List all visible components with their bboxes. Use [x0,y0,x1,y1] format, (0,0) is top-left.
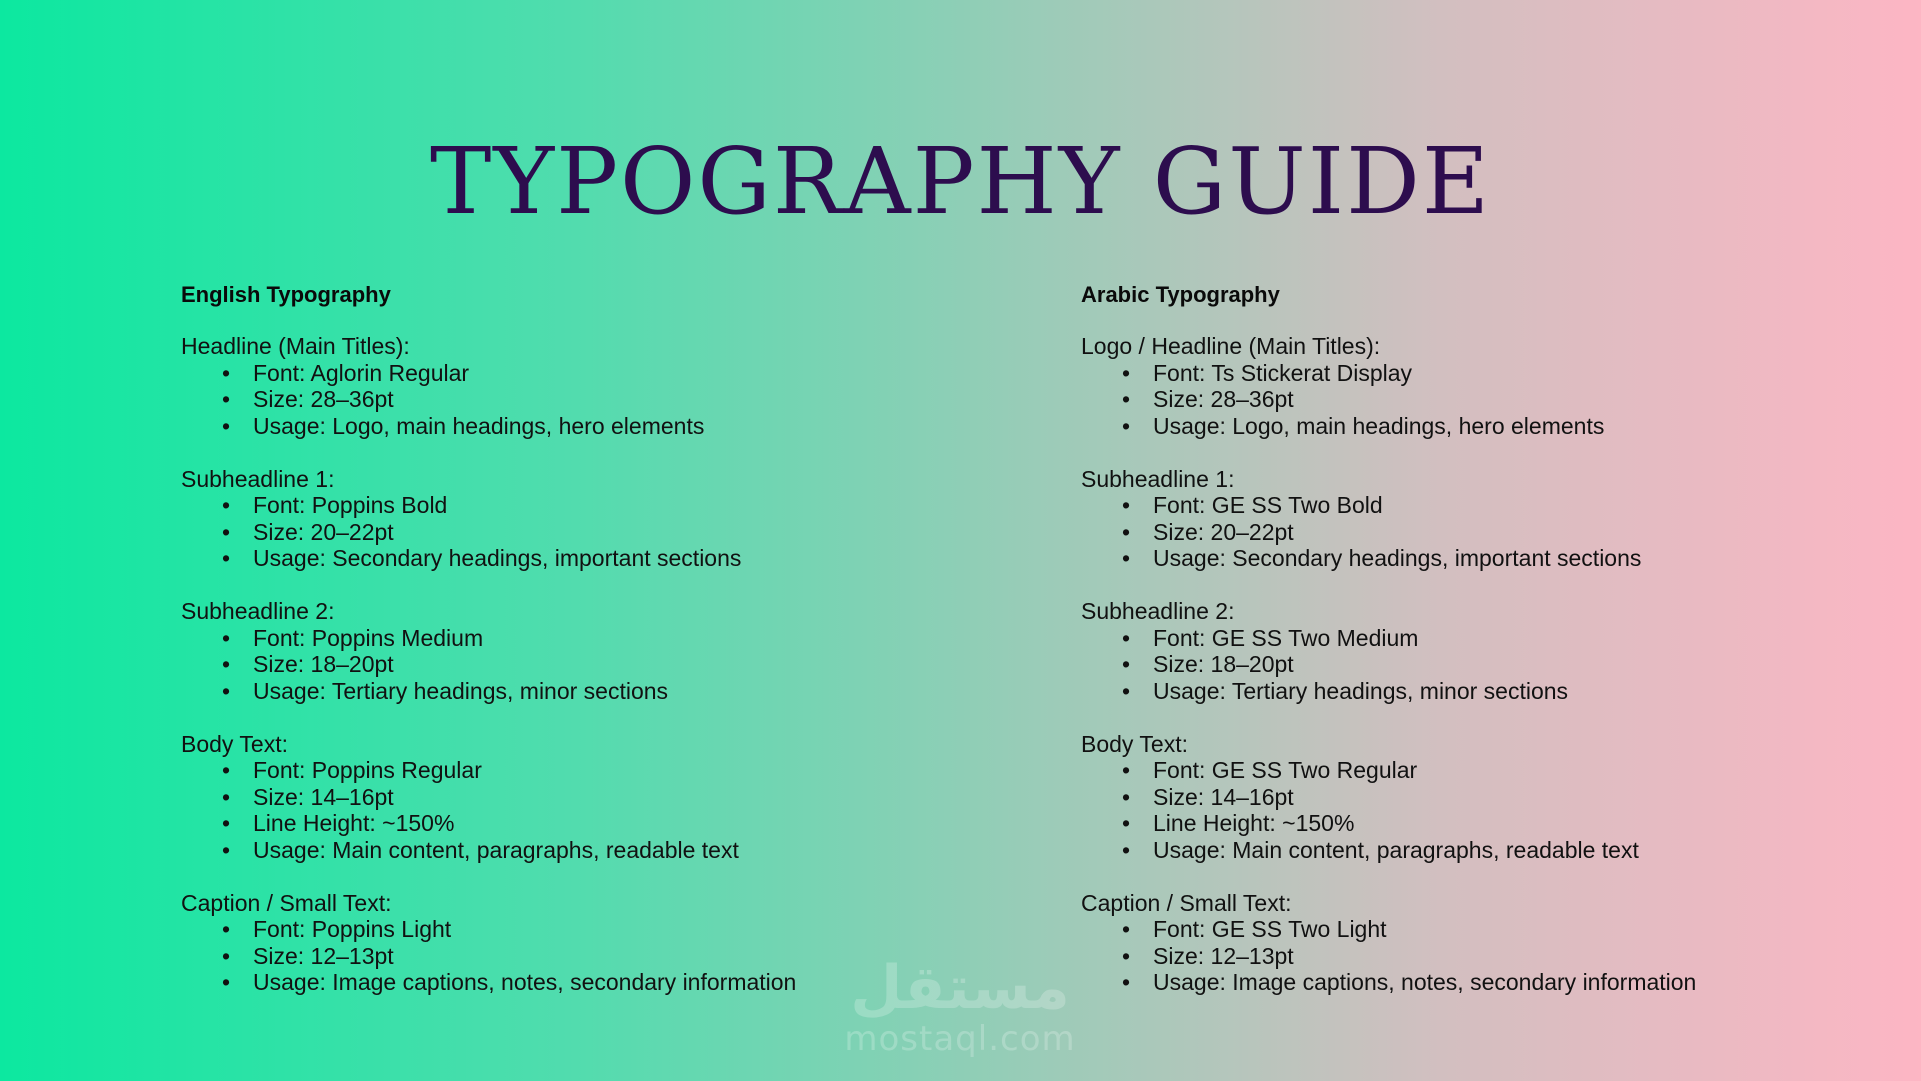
bullet-icon: • [221,492,231,518]
spec-item-text: Usage: Image captions, notes, secondary information [253,969,797,995]
spec-item-text: Size: 12–13pt [253,942,394,969]
spec-list [1081,916,1841,996]
typography-section [181,333,941,439]
spec-item-text: Usage: Image captions, notes, secondary information [1153,969,1697,995]
spec-item-text: Font: GE SS Two Regular [1153,757,1418,783]
spec-item [1081,386,1841,413]
bullet-icon: • [1121,836,1131,863]
typography-section [181,890,941,996]
bullet-icon: • [221,810,231,836]
spec-item [1081,651,1841,678]
spec-item-text: Line Height: ~150% [1153,810,1355,836]
spec-item [181,916,941,943]
bullet-icon: • [221,386,231,412]
bullet-icon: • [221,677,231,704]
spec-item [181,757,941,784]
spec-item [181,678,941,705]
spec-item-text: Font: Ts Stickerat Display [1153,359,1413,386]
bullet-icon: • [1121,386,1131,412]
spec-item [181,413,941,440]
section-label: Headline (Main Titles): [181,333,410,359]
spec-item [1081,678,1841,705]
bullet-icon: • [1121,359,1131,386]
bullet-icon: • [221,651,231,677]
spec-item-text: Usage: Tertiary headings, minor sections [253,677,669,704]
section-label: Subheadline 1: [181,465,335,492]
bullet-icon: • [1121,624,1131,651]
spec-item [181,545,941,572]
spec-item [1081,519,1841,546]
spec-item [181,625,941,652]
bullet-icon: • [221,916,231,942]
bullet-icon: • [1121,518,1131,545]
bullet-icon: • [1121,412,1131,439]
section-label: Caption / Small Text: [1081,889,1292,916]
bullet-icon: • [1121,783,1131,810]
section-label: Subheadline 2: [1081,598,1235,624]
spec-item [1081,916,1841,943]
spec-item [181,969,941,996]
bullet-icon: • [221,624,231,651]
section-label: Subheadline 1: [1081,465,1235,492]
spec-item-text: Usage: Tertiary headings, minor sections [1153,677,1569,704]
typography-section [1081,598,1841,704]
bullet-icon: • [1121,651,1131,677]
spec-item [181,492,941,519]
section-label: Body Text: [1081,730,1188,757]
spec-item [1081,757,1841,784]
bullet-icon: • [1121,492,1131,518]
spec-item [181,943,941,970]
spec-item-text: Size: 20–22pt [1153,518,1294,545]
spec-item-text: Size: 28–36pt [253,386,394,412]
spec-item-text: Size: 28–36pt [1153,386,1294,412]
spec-item-text: Size: 14–16pt [253,783,394,810]
section-label: Subheadline 2: [181,598,335,624]
spec-list [181,625,941,705]
spec-item-text: Size: 14–16pt [1153,783,1294,810]
spec-item-text: Usage: Logo, main headings, hero elements [253,412,705,439]
spec-item-text: Usage: Main content, paragraphs, readable text [253,836,739,863]
spec-item [1081,837,1841,864]
bullet-icon: • [1121,545,1131,571]
typography-section [181,466,941,572]
spec-item-text: Font: GE SS Two Bold [1153,492,1383,518]
bullet-icon: • [221,757,231,783]
section-label: Body Text: [181,730,288,757]
spec-item [1081,625,1841,652]
typography-section [181,731,941,864]
bullet-icon: • [1121,916,1131,942]
spec-item [1081,360,1841,387]
spec-list [1081,492,1841,572]
spec-list [1081,360,1841,440]
spec-item-text: Font: GE SS Two Light [1153,916,1387,942]
spec-item-text: Font: Poppins Light [253,916,452,942]
bullet-icon: • [221,969,231,995]
spec-item [181,360,941,387]
bullet-icon: • [1121,810,1131,836]
spec-item-text: Line Height: ~150% [253,810,455,836]
spec-item [181,784,941,811]
spec-item-text: Usage: Logo, main headings, hero elements [1153,412,1605,439]
bullet-icon: • [221,412,231,439]
spec-item [181,810,941,837]
bullet-icon: • [221,783,231,810]
spec-list [181,360,941,440]
page-title: TYPOGRAPHY GUIDE [429,128,1492,235]
spec-item [1081,545,1841,572]
bullet-icon: • [221,359,231,386]
spec-item [1081,969,1841,996]
spec-item [1081,784,1841,811]
typography-section [1081,731,1841,864]
spec-item [181,837,941,864]
spec-item [181,651,941,678]
spec-item-text: Usage: Secondary headings, important sections [1153,545,1642,571]
spec-item-text: Usage: Secondary headings, important sections [253,545,742,571]
spec-item [1081,413,1841,440]
spec-list [181,492,941,572]
spec-item-text: Font: Aglorin Regular [253,359,470,386]
section-label: Caption / Small Text: [181,889,392,916]
spec-item [181,386,941,413]
spec-list [181,916,941,996]
watermark-arabic: مستقل [850,953,1070,1023]
bullet-icon: • [221,836,231,863]
bullet-icon: • [1121,942,1131,969]
bullet-icon: • [221,545,231,571]
spec-item [1081,810,1841,837]
watermark-latin: mostaql.com [844,1019,1076,1059]
spec-item-text: Usage: Main content, paragraphs, readable text [1153,836,1639,863]
spec-item-text: Font: Poppins Bold [253,492,448,518]
spec-item-text: Font: Poppins Medium [253,624,484,651]
bullet-icon: • [221,942,231,969]
mostaql-watermark [840,955,1080,1057]
typography-section [1081,333,1841,439]
spec-item-text: Size: 18–20pt [253,651,394,677]
typography-section [1081,890,1841,996]
spec-item [181,519,941,546]
bullet-icon: • [1121,677,1131,704]
spec-item [1081,943,1841,970]
spec-item-text: Font: Poppins Regular [253,757,482,783]
spec-list [1081,757,1841,863]
spec-item [1081,492,1841,519]
column-heading: Arabic Typography [1081,282,1280,307]
spec-list [181,757,941,863]
typography-section [181,598,941,704]
bullet-icon: • [1121,757,1131,783]
spec-item-text: Font: GE SS Two Medium [1153,624,1419,651]
spec-item-text: Size: 12–13pt [1153,942,1294,969]
spec-item-text: Size: 18–20pt [1153,651,1294,677]
typography-section [1081,466,1841,572]
section-label: Logo / Headline (Main Titles): [1081,333,1381,359]
english-typography-column [181,281,941,1022]
spec-item-text: Size: 20–22pt [253,518,394,545]
bullet-icon: • [221,518,231,545]
spec-list [1081,625,1841,705]
arabic-typography-column [1081,281,1841,1022]
column-heading: English Typography [181,282,391,307]
bullet-icon: • [1121,969,1131,995]
